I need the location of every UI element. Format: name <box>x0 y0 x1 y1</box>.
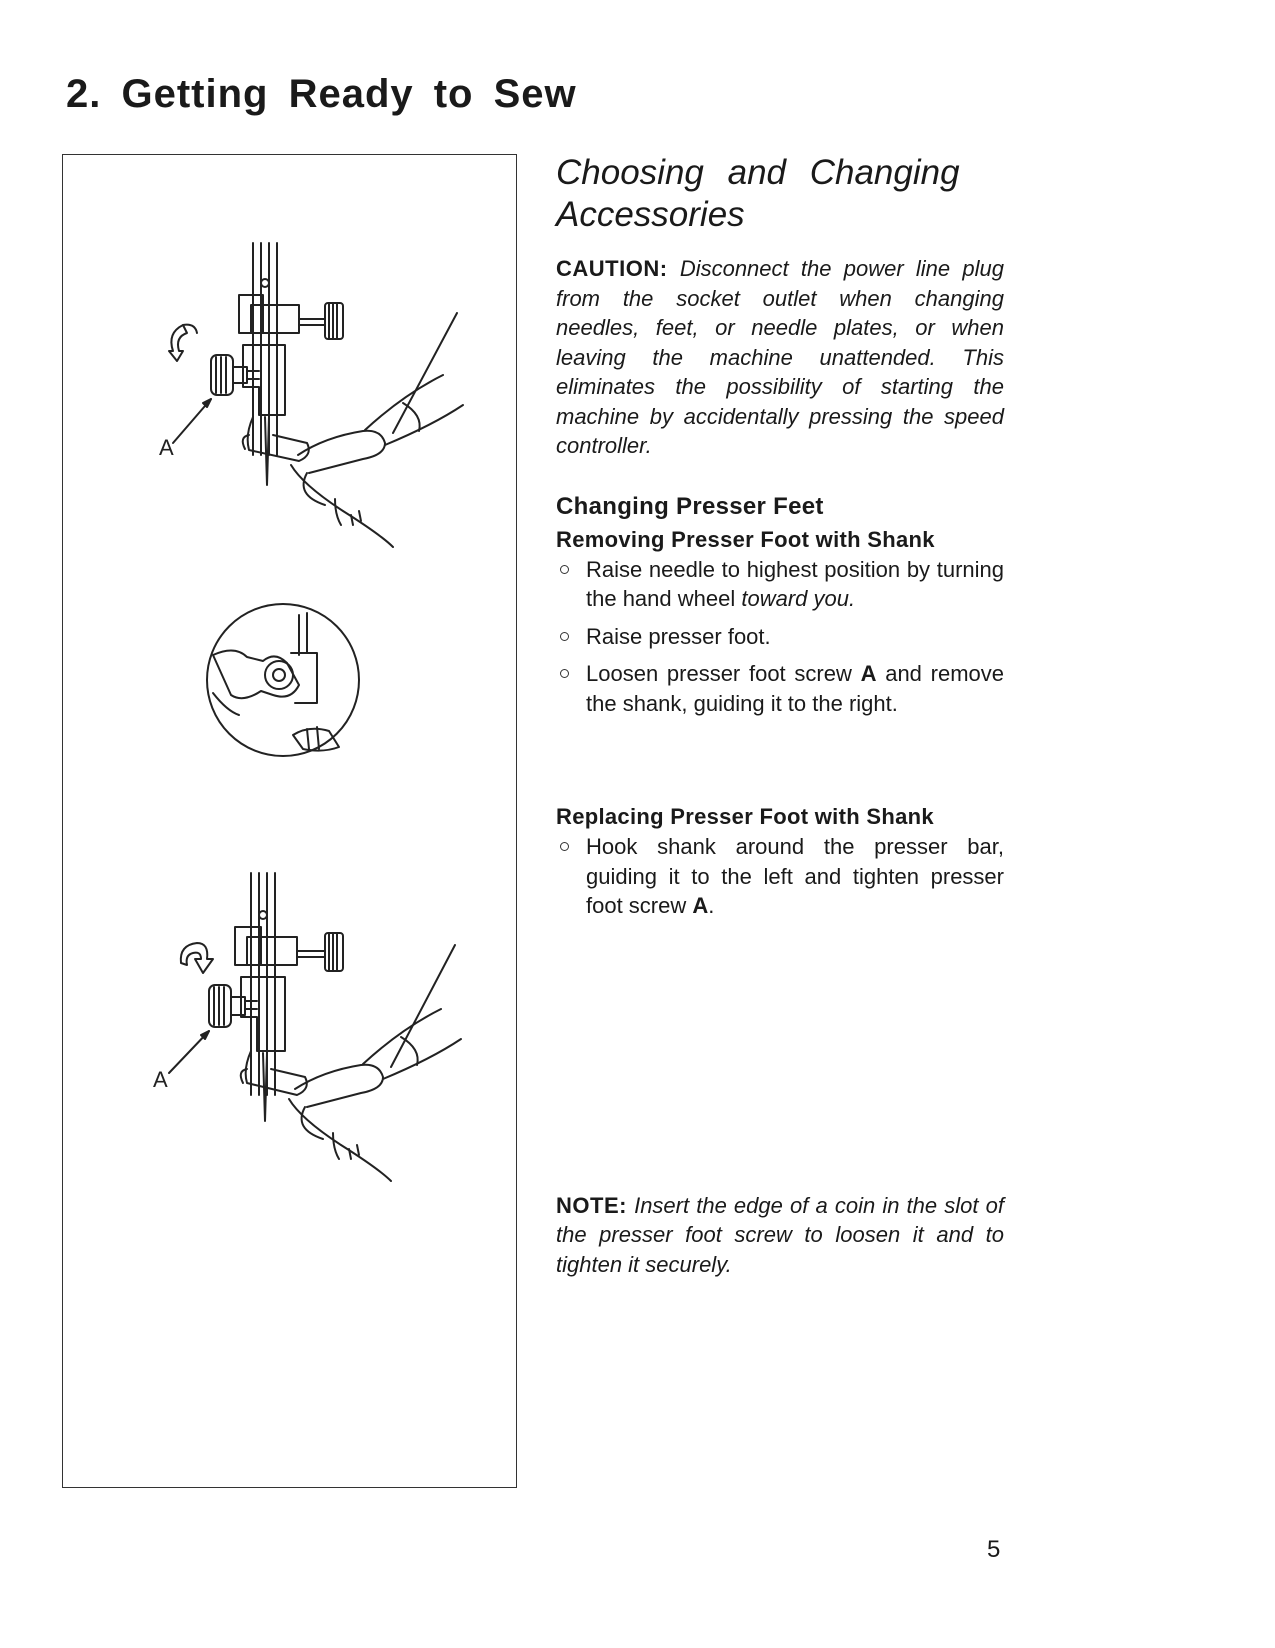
replacing-steps <box>556 832 1004 921</box>
caution-paragraph <box>556 254 1004 461</box>
bullet-icon <box>560 565 569 574</box>
removing-heading: Removing Presser Foot with Shank <box>556 526 935 552</box>
note-paragraph <box>556 1191 1004 1280</box>
page-number: 5 <box>987 1536 1001 1563</box>
replacing-heading: Replacing Presser Foot with Shank <box>556 804 934 829</box>
bullet-icon <box>560 842 569 851</box>
bottom-label-a: A <box>153 1067 168 1092</box>
list-item: Raise needle to highest position by turning the hand wheel toward you. <box>556 555 1004 614</box>
section-title <box>556 152 1004 236</box>
bullet-icon <box>560 669 569 678</box>
caution-text: Disconnect the power line plug from the socket outlet when changing needles, feet, or needle plates, or when leaving the machine unattended. This eliminates the possibility of starting the machine by accidentally pressing the speed controller. <box>556 256 1004 458</box>
list-item: Hook shank around the presser bar, guiding it to the left and tighten presser foot screw A. <box>556 832 1004 921</box>
caution-label: CAUTION: <box>556 256 668 281</box>
note-text: Insert the edge of a coin in the slot of the presser foot screw to loosen it and to tighten it securely. <box>556 1192 1004 1277</box>
section-title-line1: Choosing and Changing <box>556 153 960 192</box>
removing-presser-foot-illustration <box>159 243 463 547</box>
removing-steps <box>556 555 1004 719</box>
section-title-line2: Accessories <box>556 195 745 234</box>
bullet-icon <box>560 632 569 641</box>
note-label: NOTE: <box>556 1192 627 1218</box>
top-label-a: A <box>159 435 174 460</box>
changing-presser-feet-heading: Changing Presser Feet <box>556 492 824 520</box>
text-column <box>556 152 1004 1279</box>
figure-panel <box>62 154 517 1488</box>
detail-circle-illustration <box>207 604 359 756</box>
replacing-presser-foot-illustration <box>153 873 461 1181</box>
list-item: Raise presser foot. <box>556 622 1004 652</box>
illustrations <box>63 155 518 1489</box>
list-item: Loosen presser foot screw A and remove the shank, guiding it to the right. <box>556 659 1004 718</box>
chapter-title: 2. Getting Ready to Sew <box>66 72 577 116</box>
